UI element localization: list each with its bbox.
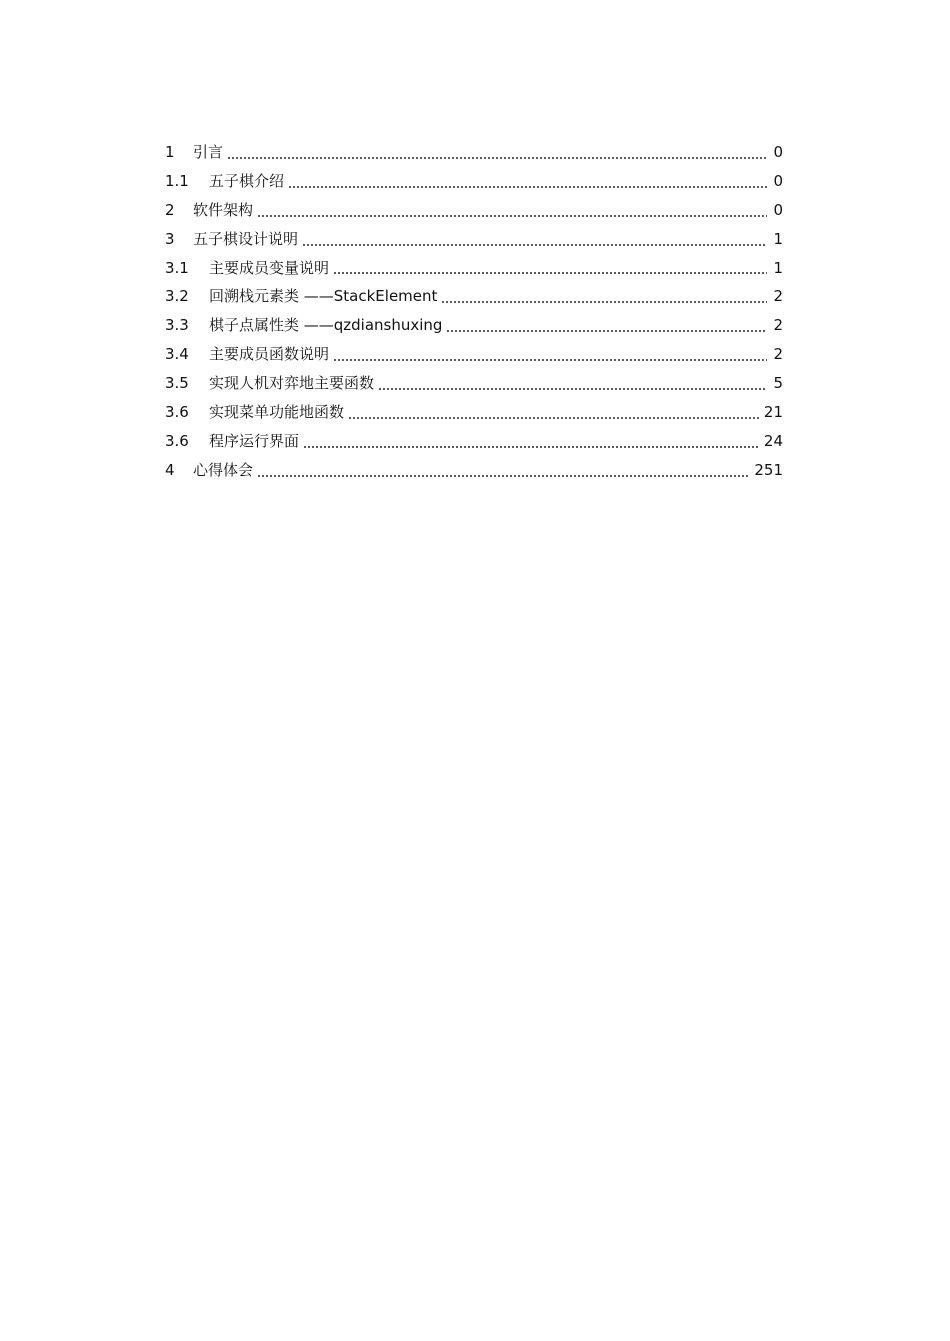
toc-entry-number: 3.6 bbox=[165, 431, 189, 450]
toc-entry-number: 1 bbox=[165, 142, 175, 161]
toc-entry-page: 0 bbox=[773, 142, 783, 161]
toc-entry-number: 3.1 bbox=[165, 258, 189, 277]
toc-entry-number: 3.4 bbox=[165, 345, 189, 364]
toc-entry-title: 五子棋介绍 bbox=[209, 171, 285, 190]
toc-entry[interactable] bbox=[165, 340, 783, 369]
toc-entry-title: 回溯栈元素类 ——StackElement bbox=[209, 287, 438, 306]
toc-entry[interactable] bbox=[165, 167, 783, 196]
toc-entry-number: 4 bbox=[165, 460, 175, 479]
toc-entry-title: 软件架构 bbox=[193, 200, 254, 219]
toc-entry-page: 0 bbox=[773, 200, 783, 219]
toc-entry[interactable] bbox=[165, 282, 783, 311]
toc-dot-leader bbox=[378, 388, 767, 390]
toc-entry[interactable] bbox=[165, 456, 783, 485]
toc-entry-title: 实现菜单功能地函数 bbox=[209, 402, 345, 421]
toc-entry-page: 5 bbox=[773, 374, 783, 393]
toc-entry-number: 3.2 bbox=[165, 287, 189, 306]
toc-entry-page: 2 bbox=[773, 345, 783, 364]
toc-entry-title: 五子棋设计说明 bbox=[193, 229, 299, 248]
toc-entry[interactable] bbox=[165, 398, 783, 427]
toc-dot-leader bbox=[303, 446, 760, 448]
toc-entry-page: 1 bbox=[773, 258, 783, 277]
toc-dot-leader bbox=[441, 301, 767, 303]
toc-entry[interactable] bbox=[165, 311, 783, 340]
toc-dot-leader bbox=[302, 244, 767, 246]
toc-entry-title: 主要成员变量说明 bbox=[209, 258, 330, 277]
toc-dot-leader bbox=[333, 359, 767, 361]
toc-entry-title: 程序运行界面 bbox=[209, 431, 300, 450]
table-of-contents bbox=[165, 138, 783, 485]
toc-dot-leader bbox=[348, 417, 760, 419]
toc-entry-page: 24 bbox=[763, 431, 783, 450]
toc-entry-title: 棋子点属性类 ——qzdianshuxing bbox=[209, 316, 443, 335]
toc-dot-leader bbox=[257, 475, 750, 477]
toc-entry[interactable] bbox=[165, 225, 783, 254]
toc-entry-number: 3.5 bbox=[165, 374, 189, 393]
toc-dot-leader bbox=[333, 272, 767, 274]
toc-entry-page: 21 bbox=[763, 402, 783, 421]
toc-entry[interactable] bbox=[165, 138, 783, 167]
toc-entry-page: 2 bbox=[773, 287, 783, 306]
toc-entry[interactable] bbox=[165, 196, 783, 225]
toc-entry-number: 3.3 bbox=[165, 316, 189, 335]
toc-entry-page: 0 bbox=[773, 171, 783, 190]
toc-entry-title: 引言 bbox=[193, 142, 224, 161]
toc-entry-title: 心得体会 bbox=[193, 460, 254, 479]
toc-dot-leader bbox=[257, 215, 767, 217]
toc-entry-page: 251 bbox=[754, 460, 783, 479]
toc-entry[interactable] bbox=[165, 427, 783, 456]
toc-entry-page: 1 bbox=[773, 229, 783, 248]
toc-dot-leader bbox=[446, 330, 767, 332]
toc-entry[interactable] bbox=[165, 254, 783, 283]
toc-dot-leader bbox=[227, 157, 767, 159]
toc-entry-number: 3 bbox=[165, 229, 175, 248]
toc-entry-number: 2 bbox=[165, 200, 175, 219]
toc-entry-number: 3.6 bbox=[165, 402, 189, 421]
toc-entry-title: 主要成员函数说明 bbox=[209, 345, 330, 364]
toc-entry-title: 实现人机对弈地主要函数 bbox=[209, 374, 375, 393]
toc-entry[interactable] bbox=[165, 369, 783, 398]
toc-entry-page: 2 bbox=[773, 316, 783, 335]
toc-dot-leader bbox=[288, 186, 767, 188]
toc-entry-number: 1.1 bbox=[165, 171, 189, 190]
